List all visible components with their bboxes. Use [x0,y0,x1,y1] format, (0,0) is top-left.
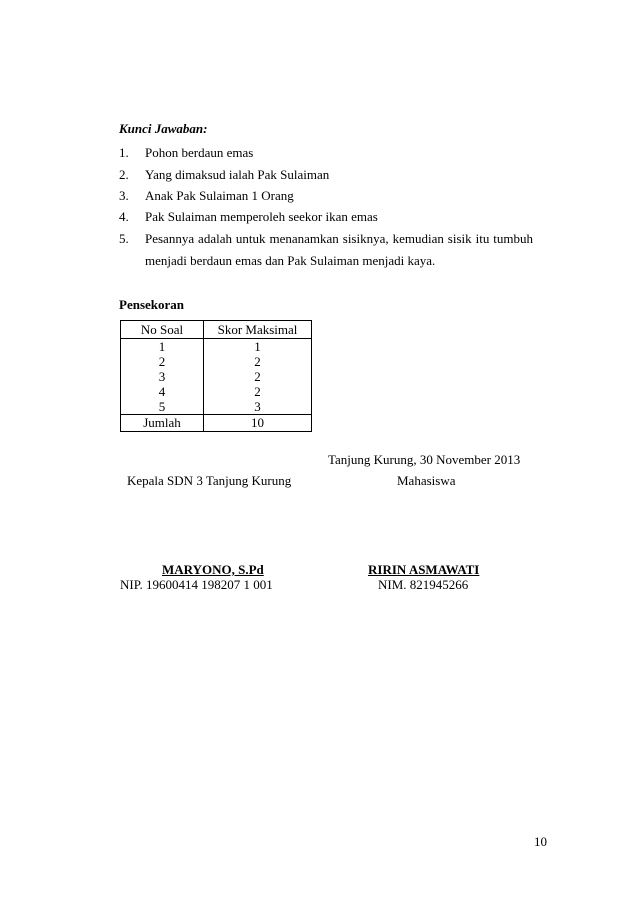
right-signer-name: RIRIN ASMAWATI [368,562,480,577]
left-signer-name: MARYONO, S.Pd [162,562,264,577]
left-signer-role: Kepala SDN 3 Tanjung Kurung [127,473,292,488]
table-total-row [121,415,312,432]
answer-number: 1. [119,145,129,160]
table-cell: 4 [121,384,204,399]
table-row [121,354,312,369]
table-cell: 1 [121,339,204,355]
table-cell: 3 [121,369,204,384]
place-date: Tanjung Kurung, 30 November 2013 [328,452,521,467]
right-signer-id: NIM. 821945266 [378,577,469,592]
answer-text-line: Pesannya adalah untuk menanamkan sisiknya, kemudian sisik itu tumbuh [145,231,533,246]
right-signer-role: Mahasiswa [397,473,456,488]
answer-text: Yang dimaksud ialah Pak Sulaiman [145,167,330,182]
scoring-heading: Pensekoran [119,297,184,312]
table-cell: 2 [204,384,312,399]
left-signer-id: NIP. 19600414 198207 1 001 [120,577,273,592]
table-row [121,339,312,355]
table-cell: 5 [121,399,204,415]
table-cell: Jumlah [121,415,204,432]
page-number: 10 [534,834,547,849]
answer-text: Anak Pak Sulaiman 1 Orang [145,188,294,203]
table-cell: 1 [204,339,312,355]
answer-number: 3. [119,188,129,203]
table-cell: 3 [204,399,312,415]
answer-number: 4. [119,209,129,224]
table-row [121,369,312,384]
answer-number: 5. [119,231,129,246]
table-cell: 10 [204,415,312,432]
table-cell: 2 [121,354,204,369]
table-cell: 2 [204,369,312,384]
column-header: No Soal [121,321,204,339]
answer-number: 2. [119,167,129,182]
answer-key-heading: Kunci Jawaban: [119,121,208,136]
table-row [121,399,312,415]
table-row [121,384,312,399]
column-header: Skor Maksimal [204,321,312,339]
table-cell: 2 [204,354,312,369]
scoring-table [120,320,312,432]
answer-text: Pohon berdaun emas [145,145,254,160]
answer-text: Pak Sulaiman memperoleh seekor ikan emas [145,209,378,224]
answer-text-line: menjadi berdaun emas dan Pak Sulaiman menjadi kaya. [145,253,436,268]
table-header-row [121,321,312,339]
answer-text [145,231,533,269]
